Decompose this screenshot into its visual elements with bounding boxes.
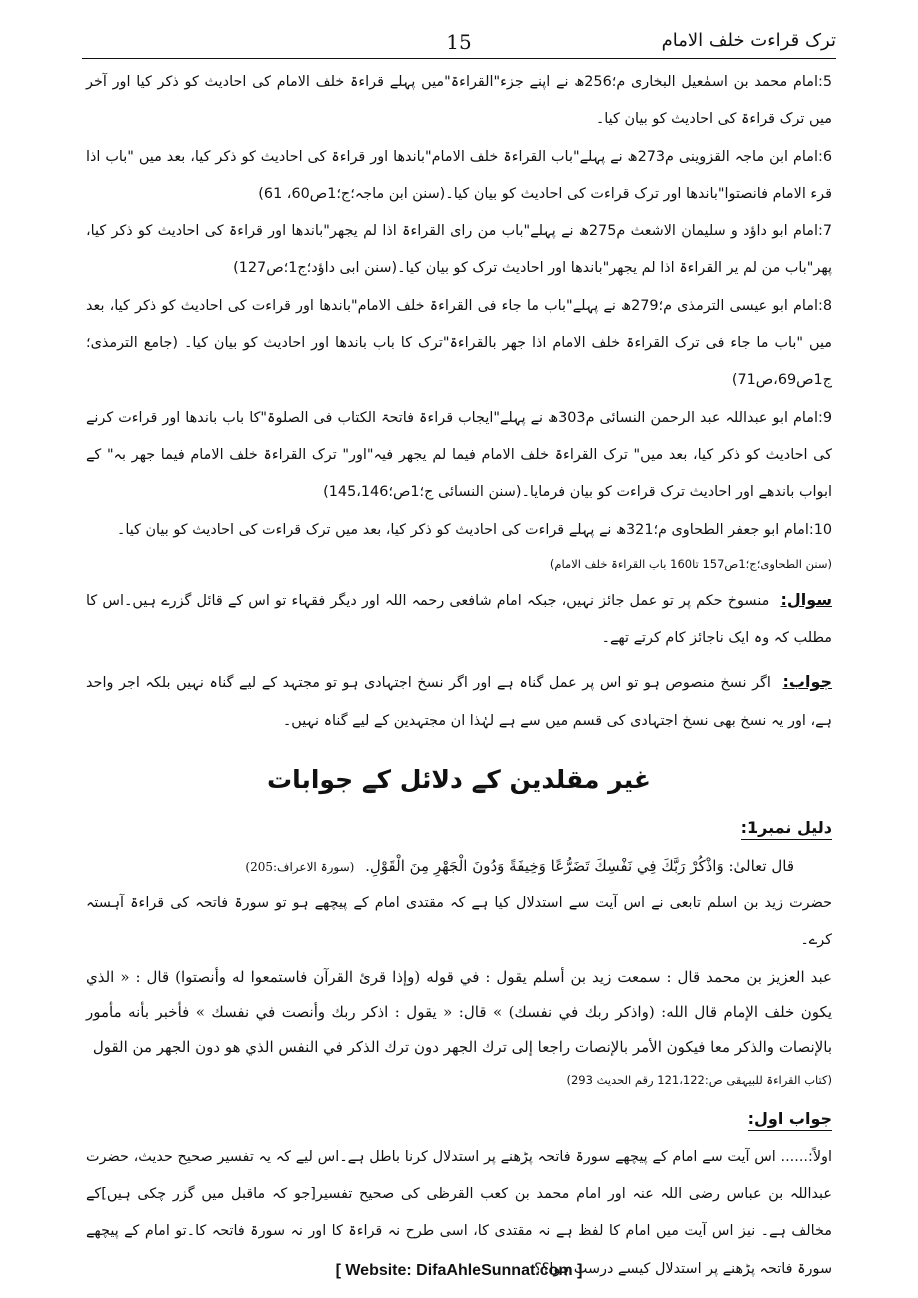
- paragraph-item-7: 7:امام ابو داؤد و سلیمان الاشعث م275ھ نے پہلے"باب من رای القراءۃ اذا لم یجھر"باندھا اور قراءۃ کی احادیث کو ذکر کیا، پھر"باب من لم یر القراءۃ اذا لم یجھر"باندھا اور احادیث ترک کو بیان کیا۔(سنن ابی داؤد؛ج1؛ص127): [86, 223, 832, 277]
- paragraph-item-10: 10:امام ابو جعفر الطحاوی م؛321ھ نے پہلے قراءت کی احادیث کو ذکر کیا، بعد میں ترک قراءت کی احادیث کو بیان کیا۔: [116, 521, 832, 538]
- daleel-heading: [86, 814, 832, 842]
- paragraph-item-5: 5:امام محمد بن اسمٰعیل البخاری م؛256ھ نے اپنے جزء"القراءۃ"میں پہلے قراءۃ خلف الامام کی احادیث کو ذکر کیا اور آخر میں ترک قراءۃ کی احادیث کو بیان کیا۔: [86, 74, 832, 128]
- question-block: [86, 581, 832, 658]
- paragraph-item-9: 9:امام ابو عبداللہ عبد الرحمن النسائی م303ھ نے پہلے"ایجاب قراءۃ فاتحۃ الکتاب فی الصلوۃ"کا باب باندھا اور قراءت کرنے کی احادیث کو ذکر کیا، بعد میں" ترک القراءۃ خلف الامام فیما لم یجھر فیہ"اور" ترک القراءۃ خلف الامام فیما جھر بہ" کے ابواب باندھے اور احادیث ترک قراءت کو بیان فرمایا۔(سنن النسائی ج؛1ص؛145،146): [86, 409, 832, 501]
- jawab-awwal-heading: [86, 1105, 832, 1133]
- reference-item-10: (سنن الطحاوی؛ج؛1ص157 تا160 باب القراءۃ خلف الامام): [549, 556, 832, 571]
- running-title: ترک قراءت خلف الامام: [661, 30, 836, 51]
- website-footer: [ Website: DifaAhleSunnat.com ]: [335, 1262, 583, 1279]
- awwalan-paragraph: اولاً:...... اس آیت سے امام کے پیچھے سورۃ فاتحہ پڑھنے پر استدلال کرنا باطل ہے۔اس لیے کہ یہ تفسیر صحیح حدیث، حضرت عبداللہ بن عباس رضی اللہ عنہ اور امام محمد بن کعب القرظی کی صحیح تفسیر[جو کہ ماقبل میں گزر چکی ہیں]کے مخالف ہے۔ نیز اس آیت میں امام کا لفظ ہے نہ مقتدی کا، اسی طرح نہ قراءۃ کا اور نہ سورۃ فاتحہ کا۔تو امام کے پیچھے سورۃ فاتحہ پڑھنے پر استدلال کیسے درست ہوا؟؟: [86, 1148, 832, 1277]
- question-label: سوال:: [780, 589, 832, 609]
- section-heading: غیر مقلدین کے دلائل کے جوابات: [266, 765, 652, 795]
- page-number: 15: [446, 30, 472, 54]
- verse-text: قال تعالیٰ: وَاذْكُرْ رَبَّكَ فِي نَفْسِكَ تَضَرُّعًا وَخِيفَةً وَدُونَ الْجَهْرِ مِنَ الْقَوْلِ.: [365, 857, 794, 876]
- daleel-label: دلیل نمبر1:: [741, 818, 832, 840]
- istidlal-paragraph: حضرت زید بن اسلم تابعی نے اس آیت سے استدلال کیا ہے کہ مقتدی امام کے پیچھے ہو تو سورۃ فاتحہ کی قراءۃ آہستہ کرے۔: [86, 895, 832, 949]
- paragraph-item-6: 6:امام ابن ماجہ القزوینی م273ھ نے پہلے"باب القراءۃ خلف الامام"باندھا اور قراءۃ کی احادیث کو ذکر کیا، بعد میں "باب اذا قرء الامام فانصتوا"باندھا اور ترک قراءت کی احادیث کو بیان کیا۔(سنن ابن ماجہ؛ج؛1ص60، 61): [86, 148, 832, 202]
- answer-block: [86, 663, 832, 740]
- answer-label: جواب:: [782, 672, 833, 692]
- jawab-awwal-label: جواب اول:: [748, 1109, 832, 1131]
- quran-verse: [86, 848, 832, 885]
- arabic-quote: عبد العزيز بن محمد قال : سمعت زيد بن أسلم يقول : في قوله (وإذا قرئ القرآن فاستمعوا له وأنصتوا) قال : « الذي يكون خلف الإمام قال الله: (واذكر ربك في نفسك) » قال: « يقول : اذكر ربك وأنصت في نفسك » فأخبر بأنه مأمور بالإنصات والذكر معا فيكون الأمر بالإنصات راجعا إلى ترك الجهر دون ترك الذكر في النفس الذي هو دون الجهر من القول: [86, 967, 832, 1056]
- question-text: منسوخ حکم پر تو عمل جائز نہیں، جبکہ امام شافعی رحمہ اللہ اور دیگر فقہاء تو اس کے قائل گزرے ہیں۔اس کا مطلب کہ وہ ایک ناجائز کام کرتے تھے۔: [86, 592, 832, 647]
- page-header: [82, 28, 836, 58]
- answer-text: اگر نسخ منصوص ہو تو اس پر عمل گناہ ہے اور اگر نسخ اجتہادی ہو تو مجتہد کے لیے گناہ نہیں بلکہ اجر واحد ہے، اور یہ نسخ بھی نسخ اجتہادی کی قسم میں سے ہے لہٰذا ان مجتہدین کے لیے گناہ نہیں۔: [86, 675, 832, 729]
- arabic-quote-reference: (کتاب القراءۃ للبیہقی ص:121،122 رقم الحدیث 293): [566, 1072, 832, 1087]
- header-rule: [82, 58, 836, 59]
- paragraph-item-8: 8:امام ابو عیسی الترمذی م؛279ھ نے پہلے"باب ما جاء فی القراءۃ خلف الامام"باندھا اور قراءت کی احادیث کو ذکر کیا، بعد میں "باب ما جاء فی ترک القراءۃ خلف الامام اذا جھر بالقراءۃ"ترک کا باب باندھا اور احادیث کو بیان کیا۔ (جامع الترمذی؛ج1ص69،ص71): [86, 297, 832, 389]
- verse-reference: (سورۃ الاعراف:205): [245, 860, 355, 875]
- page-body: [86, 64, 832, 1288]
